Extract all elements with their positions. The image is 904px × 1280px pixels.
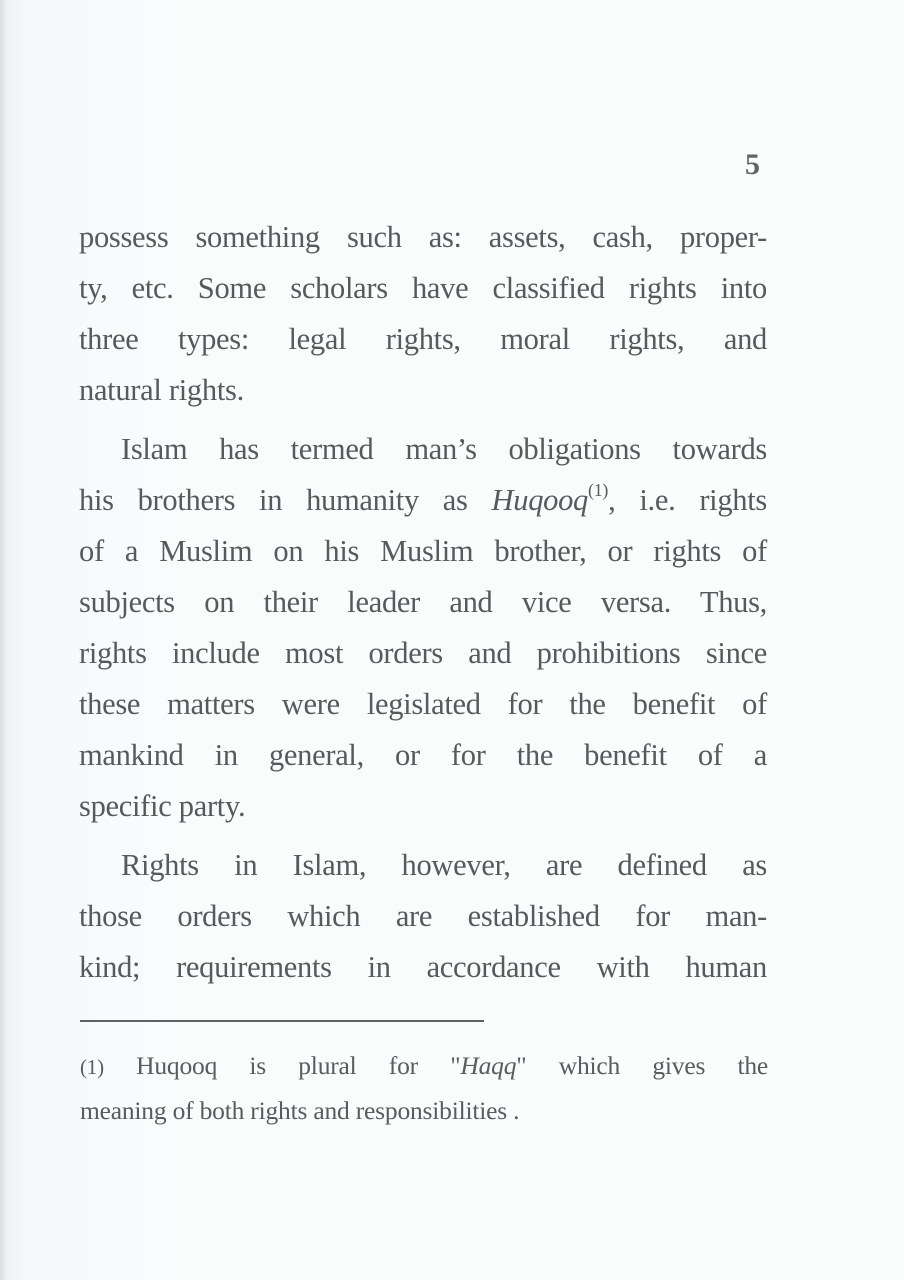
paragraph-1 (79, 212, 767, 416)
footnote (80, 1044, 768, 1133)
text-line: subjects on their leader and vice versa. Thus, (79, 585, 767, 619)
page-number: 5 (745, 148, 760, 181)
text-line: specific party. (79, 789, 246, 823)
text-segment: his brothers in humanity as (79, 483, 492, 517)
text-line: kind; requirements in accordance with human (79, 950, 767, 984)
footnote-reference[interactable]: (1) (588, 480, 609, 500)
text-line-with-footnote-ref (79, 475, 767, 526)
footnote-line: meaning of both rights and responsibilities . (80, 1096, 520, 1125)
footnote-divider (80, 1020, 484, 1022)
text-line: rights include most orders and prohibitions since (79, 636, 767, 670)
page-binding-edge (0, 0, 8, 1280)
text-line: of a Muslim on his Muslim brother, or rights of (79, 534, 767, 568)
text-line: mankind in general, or for the benefit of a (79, 738, 767, 772)
term-haqq: Haqq (460, 1051, 517, 1080)
footnote-marker: (1) (80, 1055, 104, 1079)
footnote-line (80, 1044, 768, 1089)
text-line: ty, etc. Some scholars have classified rights into (79, 271, 767, 305)
text-line: possess something such as: assets, cash, proper- (79, 220, 767, 254)
text-line: those orders which are established for man- (79, 899, 767, 933)
text-line: natural rights. (79, 373, 244, 407)
text-segment: , i.e. rights (608, 483, 767, 517)
term-huqooq: Huqooq (491, 483, 589, 517)
text-segment: " which gives the (516, 1051, 768, 1080)
text-line: these matters were legislated for the benefit of (79, 687, 767, 721)
text-line: Rights in Islam, however, are defined as (121, 848, 767, 882)
text-segment: Huqooq is plural for " (103, 1051, 461, 1080)
body-text (79, 212, 767, 993)
paragraph-2 (79, 424, 767, 832)
text-line: three types: legal rights, moral rights, and (79, 322, 767, 356)
text-line: Islam has termed man’s obligations towards (121, 432, 767, 466)
paragraph-3 (79, 840, 767, 993)
